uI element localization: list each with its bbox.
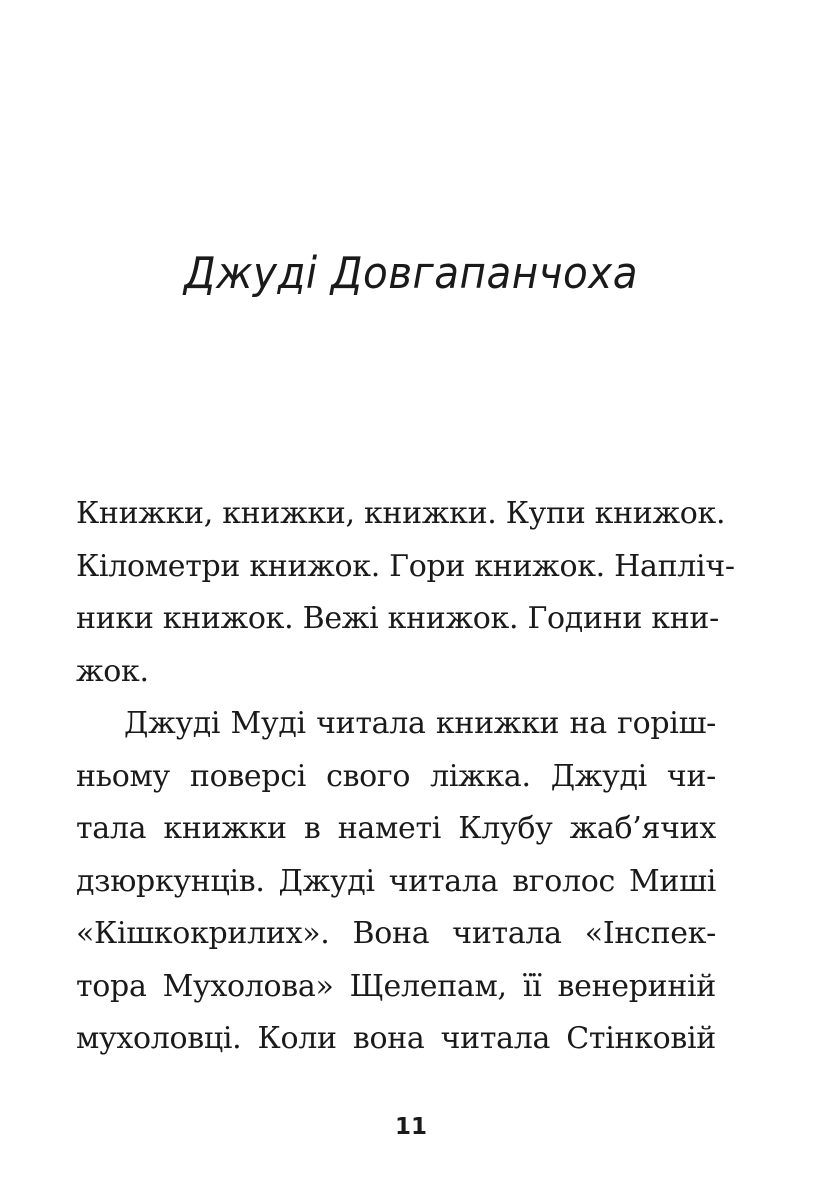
text-line: тала книжки в наметі Клубу жаб’ячих: [76, 811, 716, 846]
page-number: 11: [394, 1114, 427, 1140]
chapter-title: Джуді Довгапанчоха: [184, 248, 638, 299]
text-line: Джуді Муді читала книжки на горіш-: [124, 706, 716, 741]
text-line: дзюркунців. Джуді читала вголос Миші: [76, 863, 716, 899]
text-line: жок.: [76, 653, 149, 689]
text-line: ньому поверсі свого ліжка. Джуді чи-: [76, 758, 716, 794]
text-line: мухоловці. Коли вона читала Стінковій: [76, 1021, 716, 1056]
text-line: Книжки, книжки, книжки. Купи книжок.: [76, 496, 726, 531]
text-line: тора Мухолова» Щелепам, її венериній: [76, 968, 716, 1004]
text-line: «Кішкокрилих». Вона читала «Інспек-: [76, 916, 716, 951]
text-line: ники книжок. Вежі книжок. Години кни-: [76, 601, 719, 636]
text-line: Кілометри книжок. Гори книжок. Напліч-: [76, 548, 735, 584]
body-text: [76, 488, 735, 1066]
